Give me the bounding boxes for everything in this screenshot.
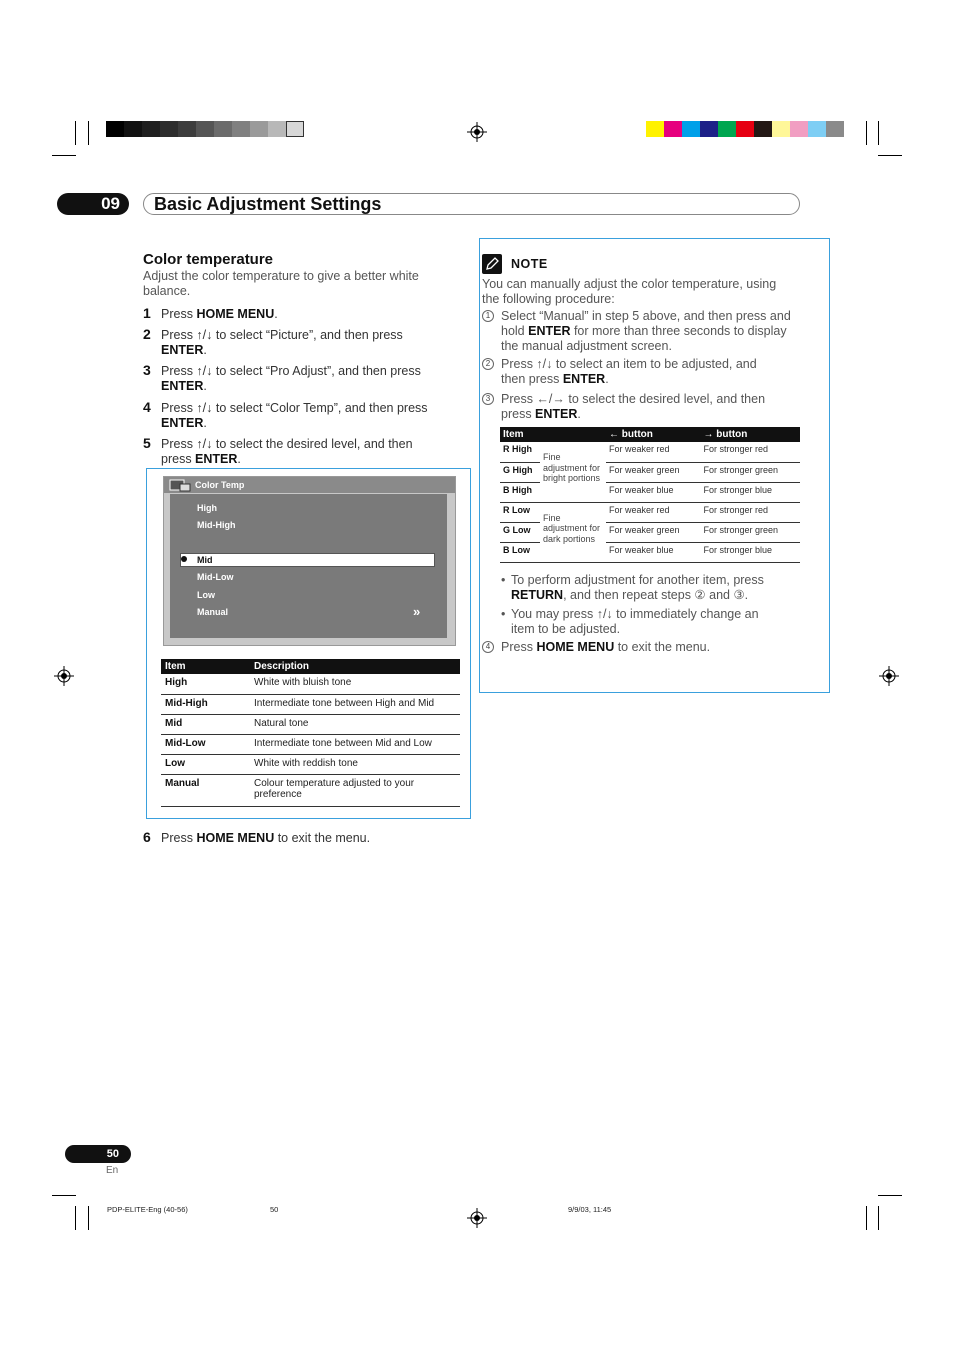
section-intro: Adjust the color temperature to give a better white balance.: [143, 269, 419, 298]
osd-item-manual[interactable]: Manual: [197, 607, 229, 617]
table-header: Item: [161, 659, 250, 674]
gray-swatch: [214, 121, 232, 137]
table-row: Low White with reddish tone: [161, 754, 460, 774]
osd-item-low[interactable]: Low: [197, 590, 215, 600]
color-swatch: [664, 121, 682, 137]
gray-swatch: [124, 121, 142, 137]
color-swatch: [790, 121, 808, 137]
chevron-right-icon: »: [413, 604, 421, 619]
osd-item-mid[interactable]: Mid: [197, 555, 213, 565]
step-2: 2 Press ↑/↓ to select “Picture”, and then press ENTER.: [143, 326, 403, 357]
color-swatch: [646, 121, 664, 137]
gray-swatch: [178, 121, 196, 137]
gray-swatch: [268, 121, 286, 137]
tv-menu-icon: [169, 479, 191, 492]
osd-selection-highlight: [180, 553, 435, 567]
gray-swatch: [106, 121, 124, 137]
step-5: 5 Press ↑/↓ to select the desired level, and then press ENTER.: [143, 435, 413, 466]
color-swatch: [718, 121, 736, 137]
color-swatch: [808, 121, 826, 137]
adjustment-table: [500, 427, 800, 563]
note-intro: You can manually adjust the color temperature, using the following procedure:: [482, 277, 777, 306]
step-3: 3 Press ↑/↓ to select “Pro Adjust”, and then press ENTER.: [143, 362, 421, 393]
footer-file: PDP-ELITE-Eng (40-56): [107, 1205, 188, 1214]
registration-mark-icon: [54, 666, 74, 686]
table-row: G Low For weaker green For stronger green: [500, 522, 800, 542]
table-row: B Low For weaker blue For stronger blue: [500, 542, 800, 562]
osd-menu: [170, 494, 447, 638]
osd-item-mid-high[interactable]: Mid-High: [197, 520, 236, 530]
table-row: R Low Fine adjustment for dark portions For weaker red For stronger red: [500, 502, 800, 522]
footer-page: 50: [270, 1205, 279, 1214]
color-swatch: [682, 121, 700, 137]
note-step-3: 3 Press ←/→ to select the desired level, and then press ENTER.: [482, 392, 822, 422]
step-4: 4 Press ↑/↓ to select “Color Temp”, and then press ENTER.: [143, 399, 428, 430]
table-row: G High For weaker green For stronger green: [500, 462, 800, 482]
page-number: 50: [65, 1145, 131, 1163]
gray-swatch: [232, 121, 250, 137]
note-label: NOTE: [511, 257, 548, 271]
footer-date: 9/9/03, 11:45: [568, 1205, 612, 1214]
table-row: Mid Natural tone: [161, 714, 460, 734]
table-row: High White with bluish tone: [161, 674, 460, 694]
osd-title: Color Temp: [195, 480, 245, 490]
page-lang: En: [106, 1165, 119, 1176]
color-swatch: [754, 121, 772, 137]
registration-mark-icon: [467, 1208, 487, 1228]
note-bullet-2: • You may press ↑/↓ to immediately change an item to be adjusted.: [501, 607, 759, 636]
osd-item-mid-low[interactable]: Mid-Low: [197, 572, 234, 582]
osd-item-high[interactable]: High: [197, 503, 217, 513]
gray-swatch: [286, 121, 304, 137]
color-swatch: [772, 121, 790, 137]
selected-dot-icon: [181, 556, 187, 562]
table-row: R High Fine adjustment for bright portions For weaker red For stronger red: [500, 442, 800, 462]
note-pencil-icon: [482, 254, 502, 274]
section-title: Color temperature: [143, 251, 274, 268]
table-row: B High For weaker blue For stronger blue: [500, 482, 800, 502]
color-swatch: [700, 121, 718, 137]
osd-screen: [163, 476, 456, 646]
chapter-title: Basic Adjustment Settings: [143, 193, 800, 215]
registration-mark-icon: [879, 666, 899, 686]
color-swatch: [826, 121, 844, 137]
note-bullet-1: • To perform adjustment for another item, press RETURN, and then repeat steps ② and ③.: [501, 573, 764, 602]
table-header: Item: [500, 427, 540, 442]
color-swatch: [736, 121, 754, 137]
table-row: Mid-Low Intermediate tone between Mid and Low: [161, 734, 460, 754]
gray-swatch: [196, 121, 214, 137]
note-step-2: 2 Press ↑/↓ to select an item to be adjusted, and then press ENTER.: [482, 357, 822, 387]
chapter-number: 09: [57, 193, 129, 215]
note-step-4: 4 Press HOME MENU to exit the menu.: [482, 640, 822, 655]
gray-swatch: [142, 121, 160, 137]
step-1: 1 Press HOME MENU.: [143, 305, 278, 321]
gray-swatch: [250, 121, 268, 137]
registration-mark-icon: [467, 122, 487, 142]
gray-swatch: [160, 121, 178, 137]
table-header: ← button: [606, 427, 701, 442]
table-header: Description: [250, 659, 460, 674]
note-step-1: 1 Select “Manual” in step 5 above, and then press and hold ENTER for more than three seconds to display the manual adjustment screen.: [482, 309, 822, 354]
table-row: Manual Colour temperature adjusted to your preference: [161, 774, 460, 806]
description-table: [161, 659, 460, 807]
step-6: 6 Press HOME MENU to exit the menu.: [143, 829, 371, 845]
table-row: Mid-High Intermediate tone between High and Mid: [161, 694, 460, 714]
table-header: → button: [701, 427, 800, 442]
